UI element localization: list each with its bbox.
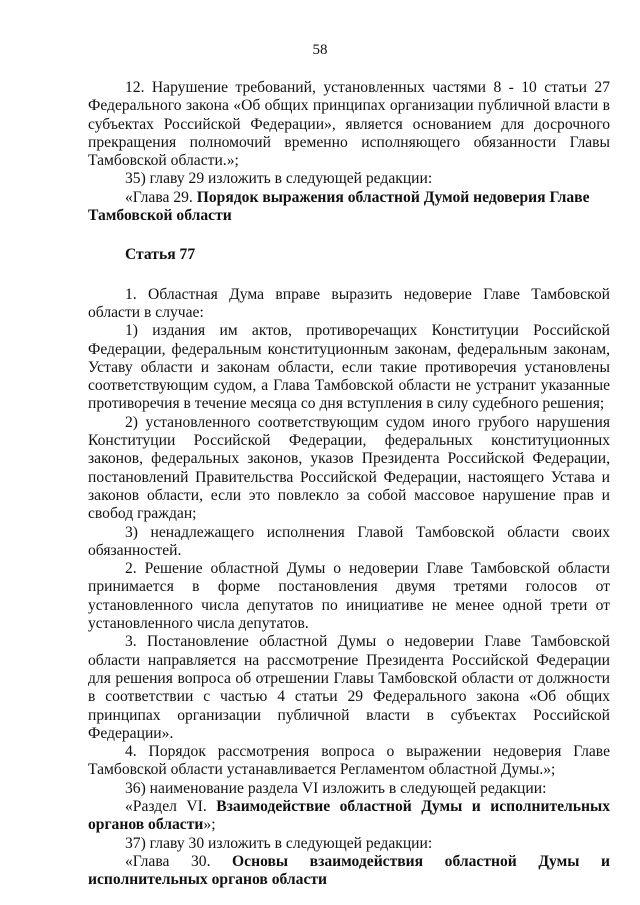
article-77-part-1-item-1: 1) издания им актов, противоречащих Конституции Российской Федерации, федеральным конституционным законам, федеральным законам, Уставу области и законам области, если такие противоречия установлены соответствующим судом, а Глава Тамбовской области не устранит указанные противоречия в течение месяца со дня вступления в силу судебного решения; — [88, 322, 610, 413]
page-number: 58 — [312, 42, 328, 58]
article-77-part-2: 2. Решение областной Думы о недоверии Главе Тамбовской области принимается в форме постановления двумя третями голосов от установленного числа депутатов по инициативе не менее одной трети от установленного числа депутатов. — [88, 560, 610, 633]
section-6-heading — [88, 798, 610, 835]
article-77-title: Статья 77 — [125, 246, 196, 264]
article-77-part-4: 4. Порядок рассмотрения вопроса о выражении недоверия Главе Тамбовской области устанавливается Регламентом областной Думы.»; — [88, 743, 610, 779]
article-77-part-1-item-2: 2) установленного соответствующим судом иного грубого нарушения Конституции Российской Федерации, федеральных конституционных законов, федеральных законов, указов Президента Российской Федерации, постановлений Правительства Российской Федерации, настоящего Устава и законов области, если это повлекло за собой массовое нарушение прав и свобод граждан; — [88, 413, 610, 523]
item-36: 36) наименование раздела VI изложить в следующей редакции: — [125, 779, 547, 797]
article-77-part-1-item-3: 3) ненадлежащего исполнения Главой Тамбовской области своих обязанностей. — [88, 523, 610, 559]
chapter-30-heading — [88, 853, 610, 890]
item-37: 37) главу 30 изложить в следующей редакции: — [125, 834, 433, 852]
chapter-29-prefix: «Глава 29. — [125, 188, 193, 206]
chapter-30-title: Основы взаимодействия областной Думы и исполнительных органов области — [88, 852, 610, 889]
chapter-29-title: Порядок выражения областной Думой недоверия Главе Тамбовской области — [88, 188, 590, 225]
section-6-suffix: »; — [203, 816, 216, 834]
chapter-30-prefix: «Глава 30. — [125, 852, 211, 870]
article-77-part-3: 3. Постановление областной Думы о недоверии Главе Тамбовской области направляется на рассмотрение Президента Российской Федерации для решения вопроса об отрешении Главы Тамбовской области от должности в соответствии с частью 4 статьи 29 Федерального закона «Об общих принципах организации публичной власти в субъектах Российской Федерации». — [88, 633, 610, 742]
document-body — [88, 79, 610, 889]
article-77-part-1-intro: 1. Областная Дума вправе выразить недоверие Главе Тамбовской области в случае: — [88, 285, 610, 321]
paragraph-12: 12. Нарушение требований, установленных частями 8 - 10 статьи 27 Федерального закона «Об общих принципах организации публичной власти в субъектах Российской Федерации», является основанием для досрочного прекращения полномочий временно исполняющего обязанности Главы Тамбовской области.»; — [88, 79, 610, 170]
chapter-29-heading — [88, 189, 610, 226]
section-6-prefix: «Раздел VI. — [125, 797, 207, 815]
item-35: 35) главу 29 изложить в следующей редакции: — [125, 170, 433, 188]
section-6-title: Взаимодействие областной Думы и исполнительных органов области — [88, 797, 610, 834]
